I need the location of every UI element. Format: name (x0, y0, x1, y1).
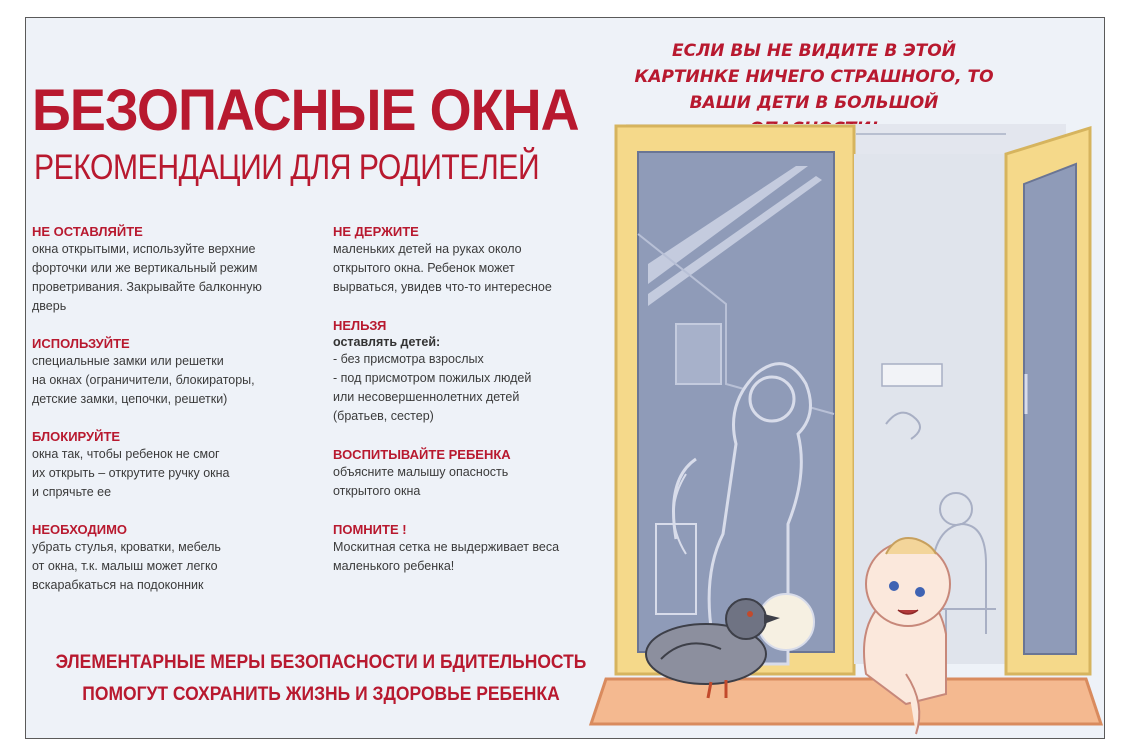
footer-line-2: ПОМОГУТ СОХРАНИТЬ ЖИЗНЬ И ЗДОРОВЬЕ РЕБЕНКА (82, 684, 560, 705)
tip-text: окна открытыми, используйте верхние форточки или же вертикальный режим проветривания. Закрывайте балконную дверь (32, 242, 262, 313)
tip-text: - без присмотра взрослых - под присмотром пожилых людей или несовершеннолетних детей (братьев, сестер) (333, 352, 532, 423)
tip-heading: НЕ ДЕРЖИТЕ (333, 224, 419, 239)
tip-forbidden (333, 318, 603, 426)
tip-heading: НЕОБХОДИМО (32, 522, 128, 537)
tip-heading: ВОСПИТЫВАЙТЕ РЕБЕНКА (333, 447, 511, 462)
tip-heading: ПОМНИТЕ ! (333, 522, 407, 537)
tip-remember (333, 522, 603, 576)
tip-text: объясните малышу опасность открытого окна (333, 465, 509, 498)
warning-text: ЕСЛИ ВЫ НЕ ВИДИТЕ В ЭТОЙ КАРТИНКЕ НИЧЕГО СТРАШНОГО, ТО ВАШИ ДЕТИ В БОЛЬШОЙ (634, 41, 994, 113)
tip-text: Москитная сетка не выдерживает веса маленького ребенка! (333, 540, 560, 573)
left-window-sash (616, 126, 854, 674)
footer-line-1: ЭЛЕМЕНТАРНЫЕ МЕРЫ БЕЗОПАСНОСТИ И БДИТЕЛЬНОСТЬ (55, 652, 587, 673)
poster-subtitle: РЕКОМЕНДАЦИИ ДЛЯ РОДИТЕЛЕЙ (34, 148, 540, 187)
tip-heading: ИСПОЛЬЗУЙТЕ (32, 336, 130, 351)
tip-educate (333, 447, 603, 501)
tip-text: окна так, чтобы ребенок не смог их открыть – открутите ручку окна и спрячьте ее (32, 447, 230, 499)
tip-do-not-leave (32, 224, 302, 316)
tip-heading: БЛОКИРУЙТЕ (32, 429, 121, 444)
tip-do-not-hold (333, 224, 603, 297)
tip-text: специальные замки или решетки на окнах (ограничители, блокираторы, детские замки, цепочки, решетки) (32, 354, 255, 406)
poster-title: БЕЗОПАСНЫЕ ОКНА (32, 78, 579, 143)
tip-block (32, 429, 302, 502)
window-illustration (586, 114, 1105, 739)
tip-use (32, 336, 302, 409)
poster (25, 17, 1105, 739)
tip-subheading: оставлять детей: (333, 335, 441, 349)
right-window-sash (1006, 128, 1090, 674)
tip-text: убрать стулья, кроватки, мебель от окна, т.к. малыш может легко вскарабкаться на подоконник (32, 540, 221, 592)
tip-heading: НЕ ОСТАВЛЯЙТЕ (32, 224, 143, 239)
tip-text: маленьких детей на руках около открытого окна. Ребенок может вырваться, увидев что-то интересное (333, 242, 552, 294)
tip-necessary (32, 522, 302, 595)
window-sill (591, 679, 1101, 724)
tip-heading: НЕЛЬЗЯ (333, 318, 387, 333)
